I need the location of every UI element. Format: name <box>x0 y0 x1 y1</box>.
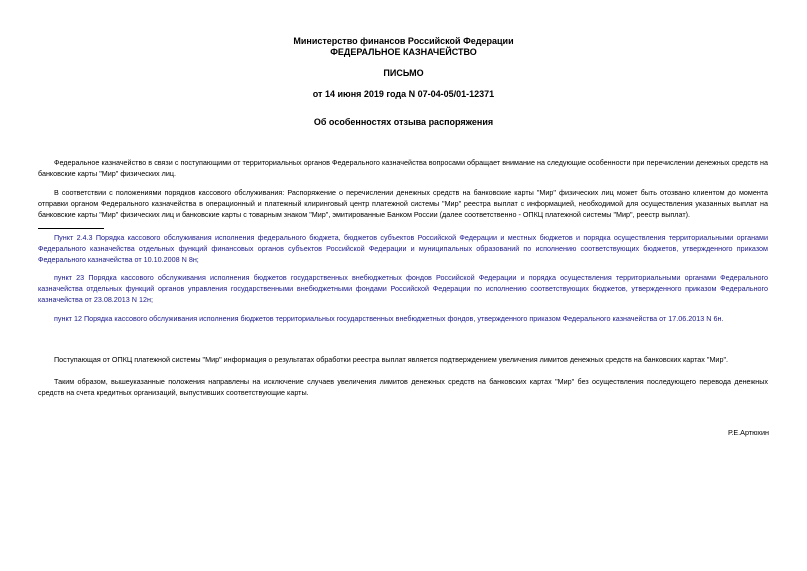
paragraph-3-text: Поступающая от ОПКЦ платежной системы "Мир" информация о результатах обработки реестра выплат является подтверждением увеличения лимитов денежных средств на банковских картах "Мир". <box>54 355 728 364</box>
agency-title: ФЕДЕРАЛЬНОЕ КАЗНАЧЕЙСТВО <box>330 47 477 57</box>
document-subject: Об особенностях отзыва распоряжения <box>313 117 494 127</box>
paragraph-1-text: Федеральное казначейство в связи с поступающими от территориальных органов Федерального казначейства вопросами обращает внимание на следующие особенности при перечислении денежных средств на банковские карты "Мир" физических лиц. <box>38 158 768 178</box>
footnote-link-3[interactable] <box>38 313 768 324</box>
footnote-link-1[interactable] <box>38 232 768 265</box>
footnote-link-2-text[interactable]: пункт 23 Порядка кассового обслуживания исполнения бюджетов государственных внебюджетных фондов Российской Федерации и порядка осуществления территориальными органами Федерального казначейства отдельных функций органов управления государственными внебюджетными фондами Российской Федерации по исполнению соответствующих бюджетов, утвержденного приказом Федерального казначейства от 23.08.2013 N 12н; <box>38 273 768 304</box>
paragraph-4 <box>38 376 768 398</box>
paragraph-2 <box>38 187 768 220</box>
footnote-link-2[interactable] <box>38 272 768 305</box>
document-date-number: от 14 июня 2019 года N 07-04-05/01-12371 <box>312 89 495 99</box>
document-type: ПИСЬМО <box>383 68 424 78</box>
ministry-title: Министерство финансов Российской Федерации <box>293 36 514 46</box>
footnote-link-3-text[interactable]: пункт 12 Порядка кассового обслуживания исполнения бюджетов территориальных государственных внебюджетных фондов, утвержденного приказом Федерального казначейства от 17.06.2013 N 6н. <box>54 314 724 323</box>
paragraph-3 <box>38 354 768 365</box>
footnote-link-1-text[interactable]: Пункт 2.4.3 Порядка кассового обслуживания исполнения федерального бюджета, бюджетов субъектов Российской Федерации и местных бюджетов и порядка осуществления территориальными органами Федерального казначейства отдельных функций финансовых органов субъектов Российской Федерации и муниципальных образований по исполнению соответствующих бюджетов, утвержденного приказом Федерального казначейства от 10.10.2008 N 8н; <box>38 233 768 264</box>
signature: Р.Е.Артюхин <box>727 428 769 437</box>
footnote-divider <box>38 228 104 229</box>
paragraph-2-text: В соответствии с положениями порядков кассового обслуживания: Распоряжение о перечислении денежных средств на банковские карты "Мир" физических лиц может быть отозвано клиентом до момента отправки органом Федерального казначейства в операционный и платежный клиринговый центр платежной системы "Мир" реестра выплат с информацией, необходимой для осуществления указанных выплат на банковские карты "Мир" физических лиц и банковские карты с товарным знаком "Мир", эмитированные Банком России (далее соответственно - ОПКЦ платежной системы "Мир", реестр выплат). <box>38 188 768 219</box>
paragraph-4-text: Таким образом, вышеуказанные положения направлены на исключение случаев увеличения лимитов денежных средств на банковских картах "Мир" без осуществления последующего перевода денежных средств на счета кредитных организаций, выпустивших соответствующие карты. <box>38 377 768 397</box>
paragraph-1 <box>38 157 768 179</box>
